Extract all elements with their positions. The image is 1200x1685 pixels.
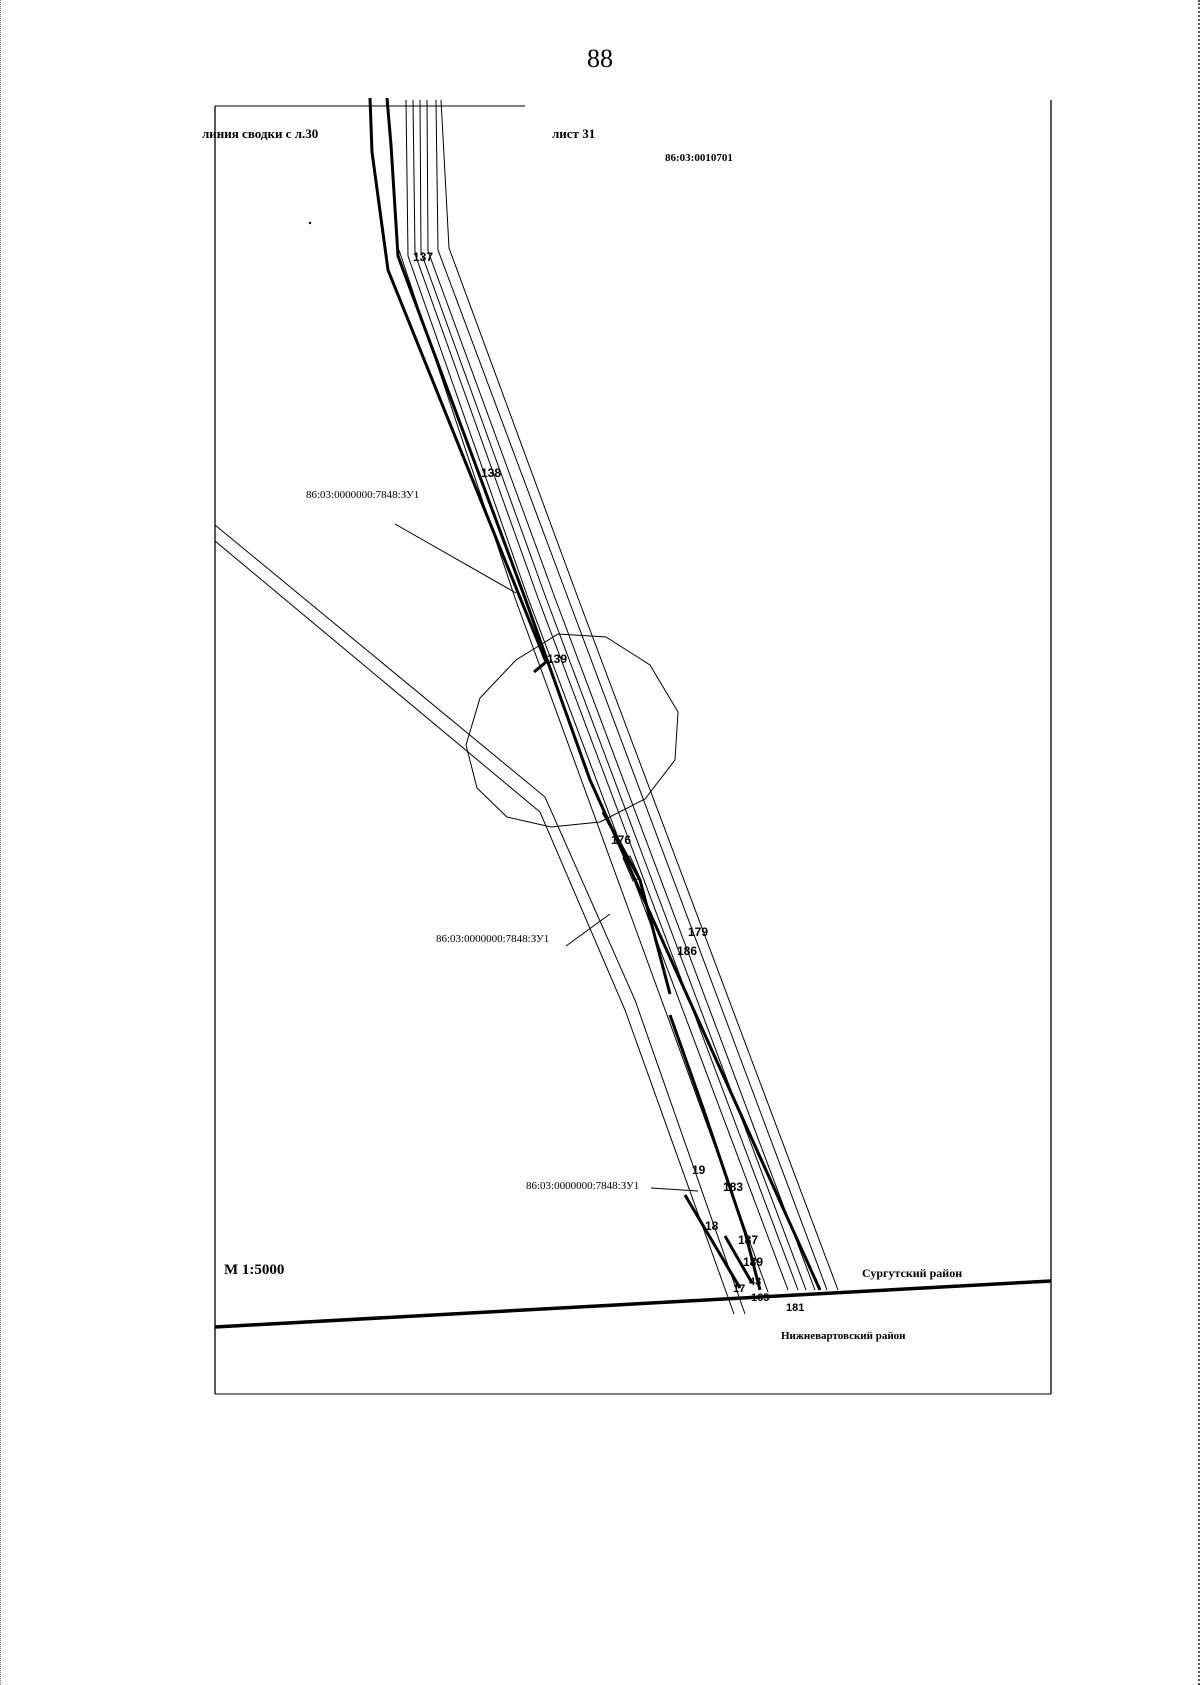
point-label: 176 (611, 833, 632, 847)
sheet-label: лист 31 (552, 126, 596, 141)
point-label: 181 (786, 1302, 805, 1314)
summary-line-label: линия сводки с л.30 (202, 126, 319, 141)
side-road-lines (215, 525, 745, 1314)
page-number: 88 (587, 44, 613, 73)
point-label: 187 (738, 1233, 759, 1247)
point-label: 186 (677, 944, 698, 958)
point-label: 137 (413, 250, 434, 264)
point-label: 43 (749, 1276, 762, 1288)
point-label: 138 (481, 466, 502, 480)
point-label: 139 (547, 652, 568, 666)
district-label-lower: Нижневартовский район (781, 1330, 906, 1342)
point-label: 18 (705, 1219, 719, 1233)
point-label: 179 (688, 925, 709, 939)
point-label: 189 (743, 1255, 764, 1269)
parcel-label: 86:03:0000000:7848:ЗУ1 (526, 1180, 640, 1192)
point-label: 17 (733, 1283, 746, 1295)
district-label-upper: Сургутский район (862, 1266, 963, 1280)
parcel-label: 86:03:0000000:7848:ЗУ1 (306, 489, 420, 501)
point-label: 19 (692, 1163, 706, 1177)
district-boundary (215, 1281, 1051, 1327)
point-label: 183 (723, 1180, 744, 1194)
corridor-thin-lines (399, 100, 838, 1292)
scale-label: М 1:5000 (224, 1262, 285, 1278)
parcel-label: 86:03:0000000:7848:ЗУ1 (436, 933, 550, 945)
map-dot (309, 222, 311, 224)
cadastral-block-label: 86:03:0010701 (665, 152, 733, 164)
point-label: 165 (751, 1292, 770, 1304)
